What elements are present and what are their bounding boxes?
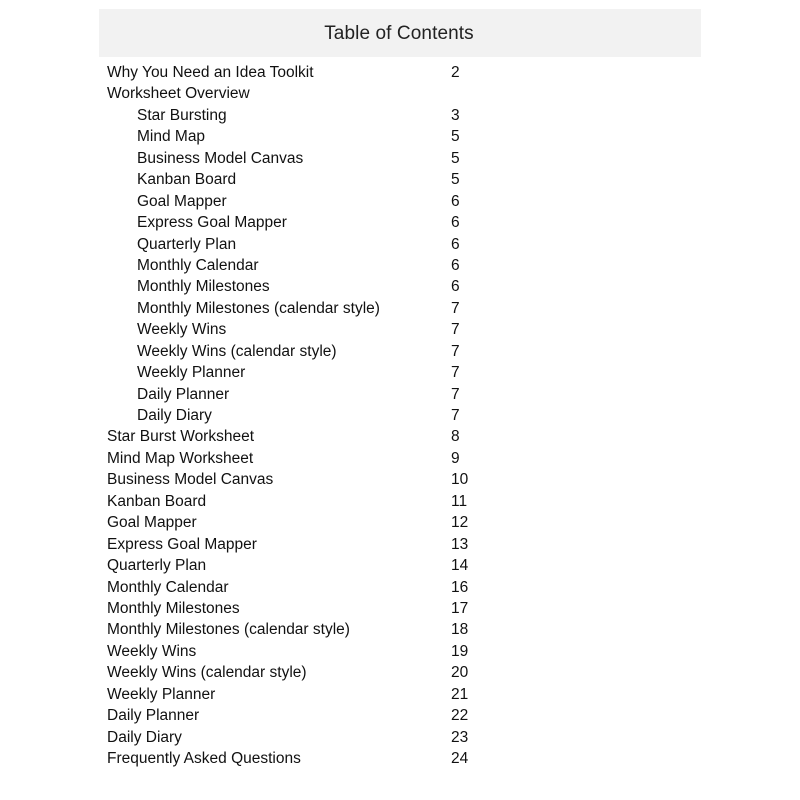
toc-entry-label: Business Model Canvas [137,149,304,167]
toc-entry [107,684,487,705]
toc-entry-label: Star Bursting [137,106,227,124]
toc-subentry [107,341,487,362]
toc-entry-label: Monthly Calendar [107,578,229,596]
toc-entry-label: Weekly Planner [137,364,246,382]
toc-page-number: 6 [451,256,460,274]
toc-subentry [107,276,487,297]
toc-page-number: 5 [451,171,460,189]
toc-entry-label: Express Goal Mapper [107,535,257,553]
toc-entry-label: Business Model Canvas [107,471,274,489]
toc-entry-label: Kanban Board [137,171,237,189]
toc-entry-label: Express Goal Mapper [137,214,287,232]
toc-page-number: 16 [451,578,469,596]
toc-entry-label: Monthly Calendar [137,256,259,274]
toc-page-number: 19 [451,642,469,660]
toc-entry-label: Weekly Wins [107,642,197,660]
toc-page-number: 22 [451,707,469,725]
toc-entry [107,469,487,490]
toc-subentry [107,148,487,169]
toc-page-number: 7 [451,407,460,424]
toc-subentry [107,384,487,405]
toc-page-number: 7 [451,299,460,317]
toc-entry-label: Frequently Asked Questions [107,750,301,767]
toc-entry [107,426,487,447]
toc-entry [107,512,487,533]
toc-page-number: 23 [451,728,469,746]
toc-entry [107,491,487,512]
toc-subentry [107,105,487,126]
toc-page-number: 9 [451,449,460,467]
toc-page-number: 7 [451,342,460,360]
toc-subentry [107,126,487,147]
toc-entry-label: Weekly Wins (calendar style) [137,342,337,360]
toc-page-number: 10 [451,471,469,489]
toc-subentry [107,255,487,276]
toc-page-number: 7 [451,364,460,382]
toc-entry [107,727,487,748]
toc-entry-label: Quarterly Plan [137,235,237,253]
toc-entry-label: Weekly Planner [107,685,216,703]
toc-page-number: 6 [451,192,460,210]
toc-page-number: 13 [451,535,469,553]
toc-entry-label: Star Burst Worksheet [107,428,255,446]
toc-subentry [107,405,487,426]
toc-list [107,62,487,769]
toc-entry-label: Why You Need an Idea Toolkit [107,64,314,81]
toc-subentry [107,362,487,383]
toc-entry [107,619,487,640]
toc-entry [107,705,487,726]
toc-page-number: 18 [451,621,469,639]
toc-entry [107,577,487,598]
toc-page-number: 6 [451,214,460,232]
toc-entry [107,83,487,104]
toc-entry-label: Daily Planner [107,707,200,725]
toc-entry-label: Monthly Milestones [137,278,270,296]
toc-page-number: 5 [451,128,460,146]
toc-subentry [107,234,487,255]
toc-entry-label: Daily Diary [137,407,212,424]
toc-page-number: 2 [451,64,460,81]
toc-entry-label: Worksheet Overview [107,85,250,103]
toc-page-number: 5 [451,149,460,167]
toc-page-number: 6 [451,235,460,253]
toc-entry [107,641,487,662]
toc-subentry [107,169,487,190]
toc-entry-label: Kanban Board [107,492,207,510]
toc-entry-label: Weekly Wins [137,321,227,339]
toc-page-number: 3 [451,106,460,124]
toc-entry-label: Daily Diary [107,728,182,746]
toc-page-number: 17 [451,599,469,617]
toc-entry-label: Mind Map Worksheet [107,449,254,467]
toc-subentry [107,298,487,319]
toc-page-number: 24 [451,750,469,767]
toc-page-number: 20 [451,664,469,682]
toc-entry [107,534,487,555]
toc-entry-label: Weekly Wins (calendar style) [107,664,307,682]
toc-entry-label: Mind Map [137,128,206,146]
toc-page-number: 6 [451,278,460,296]
toc-entry [107,555,487,576]
toc-entry-label: Quarterly Plan [107,557,207,575]
toc-entry-label: Monthly Milestones (calendar style) [137,299,380,317]
toc-entry-label: Goal Mapper [107,514,197,532]
toc-page-number: 12 [451,514,469,532]
toc-entry [107,748,487,769]
toc-subentry [107,191,487,212]
toc-entry [107,662,487,683]
toc-entry [107,598,487,619]
toc-page-number: 8 [451,428,460,446]
toc-page-number: 7 [451,321,460,339]
toc-entry-label: Monthly Milestones (calendar style) [107,621,350,639]
toc-page-number: 14 [451,557,469,575]
toc-entry-label: Monthly Milestones [107,599,240,617]
toc-page-number: 7 [451,385,460,403]
toc-entry [107,62,487,83]
toc-subentry [107,319,487,340]
toc-entry-label: Daily Planner [137,385,230,403]
toc-entry-label: Goal Mapper [137,192,227,210]
title-banner [99,9,701,57]
toc-page-number: 21 [451,685,469,703]
toc-entry [107,448,487,469]
toc-subentry [107,212,487,233]
page-title: Table of Contents [324,23,474,44]
toc-page-number: 11 [451,492,468,510]
